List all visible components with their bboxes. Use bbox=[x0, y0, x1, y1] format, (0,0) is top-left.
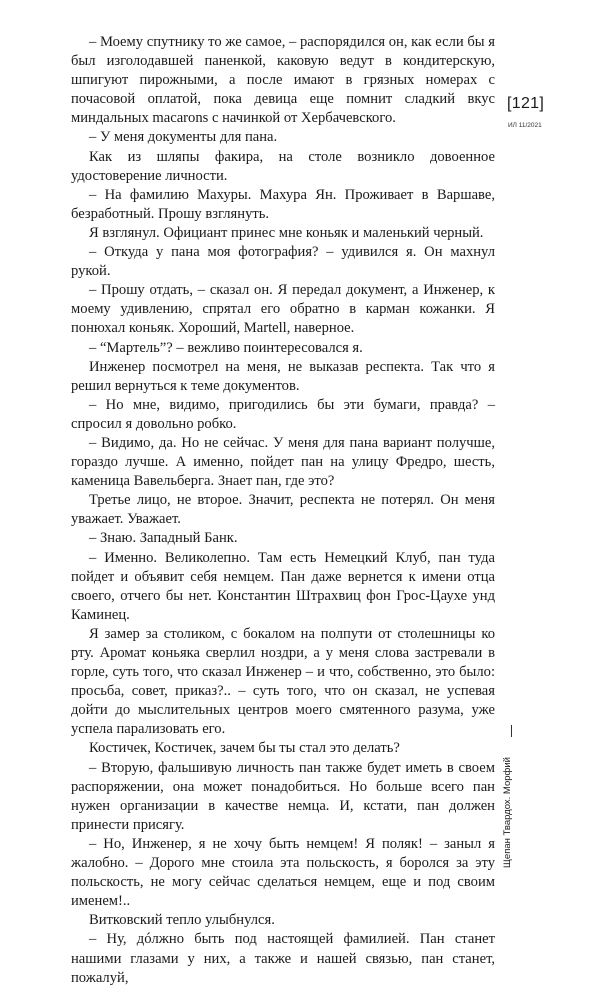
paragraph: Инженер посмотрел на меня, не выказав респекта. Так что я решил вернуться к теме документов. bbox=[71, 358, 495, 394]
paragraph: – “Мартель”? – вежливо поинтересовался я. bbox=[89, 339, 363, 356]
page-number: [121] bbox=[507, 95, 545, 112]
paragraph: – Прошу отдать, – сказал он. Я передал документ, а Инженер, к моему удивлению, спрятал его обратно в карман кожанки. Я понюхал коньяк. Хороший, Martell, наверное. bbox=[71, 282, 495, 337]
paragraph: – У меня документы для пана. bbox=[89, 129, 278, 146]
running-title: Щепан Твардох. Морфий bbox=[502, 757, 513, 868]
paragraph: Я взглянул. Официант принес мне коньяк и маленький черный. bbox=[89, 224, 484, 241]
paragraph: Как из шляпы факира, на столе возникло довоенное удостоверение личности. bbox=[71, 148, 495, 184]
paragraph: Я замер за столиком, с бокалом на полпути от столешницы ко рту. Аромат коньяка сверлил ноздри, а у меня слова застревали в горле, суть того, что сказал Инженер – и что, собственно, это было: просьба, совет, приказ?.. – суть того, что он сказал, не успевая дойти до мыслительных центров моего смятенного разума, уже успела парализовать его. bbox=[71, 625, 495, 738]
paragraph: Третье лицо, не второе. Значит, респекта не потерял. Он меня уважает. Уважает. bbox=[71, 492, 495, 528]
paragraph: – Но, Инженер, я не хочу быть немцем! Я поляк! – заныл я жалобно. – Дорого мне стоила эта польскость, я боролся за эту польскость, не могу сейчас сделаться немцем, еще и под своим именем!.. bbox=[71, 835, 495, 910]
paragraph: – Но мне, видимо, пригодились бы эти бумаги, правда? – спросил я довольно робко. bbox=[71, 396, 495, 432]
paragraph: – Ну, дóлжно быть под настоящей фамилией. Пан станет нашими глазами у них, а также и нашей связью, пан станет, пожалуй, bbox=[71, 931, 495, 986]
paragraph: – Моему спутнику то же самое, – распорядился он, как если бы я был изголодавшей паненкой, каковую ведут в кондитерскую, шпигуют пирожными, а после имают в грязных номерах с почасовой оплатой, пока девица еще помнит сладкий вкус миндальных macarons с начинкой от Хербачевского. bbox=[71, 34, 495, 127]
paragraph: – На фамилию Махуры. Махура Ян. Проживает в Варшаве, безработный. Прошу взглянуть. bbox=[71, 186, 495, 222]
paragraph: – Вторую, фальшивую личность пан также будет иметь в своем распоряжении, она может понадобиться. Но больше всего пан нужен организации в качестве немца. И, кстати, пан должен принести присягу. bbox=[71, 759, 495, 833]
paragraph: Костичек, Костичек, зачем бы ты стал это делать? bbox=[89, 740, 400, 757]
paragraph: – Именно. Великолепно. Там есть Немецкий Клуб, пан туда пойдет и объявит себя немцем. Пан даже вернется к имени отца своего, отчего бы нет. Константин Штрахвиц фон Грос-Цаухе унд Каминец. bbox=[71, 549, 495, 623]
running-title-divider bbox=[511, 725, 512, 737]
body-text bbox=[71, 33, 495, 988]
paragraph: – Знаю. Западный Банк. bbox=[89, 530, 238, 547]
issue-label: ИЛ 11/2021 bbox=[508, 122, 542, 129]
paragraph: Витковский тепло улыбнулся. bbox=[89, 912, 275, 929]
paragraph: – Видимо, да. Но не сейчас. У меня для пана вариант получше, гораздо лучше. А именно, пойдет пан на улицу Фредро, шесть, каменица Вавельберга. Знает пан, где это? bbox=[71, 434, 495, 490]
paragraph: – Откуда у пана моя фотография? – удивился я. Он махнул рукой. bbox=[71, 244, 495, 280]
